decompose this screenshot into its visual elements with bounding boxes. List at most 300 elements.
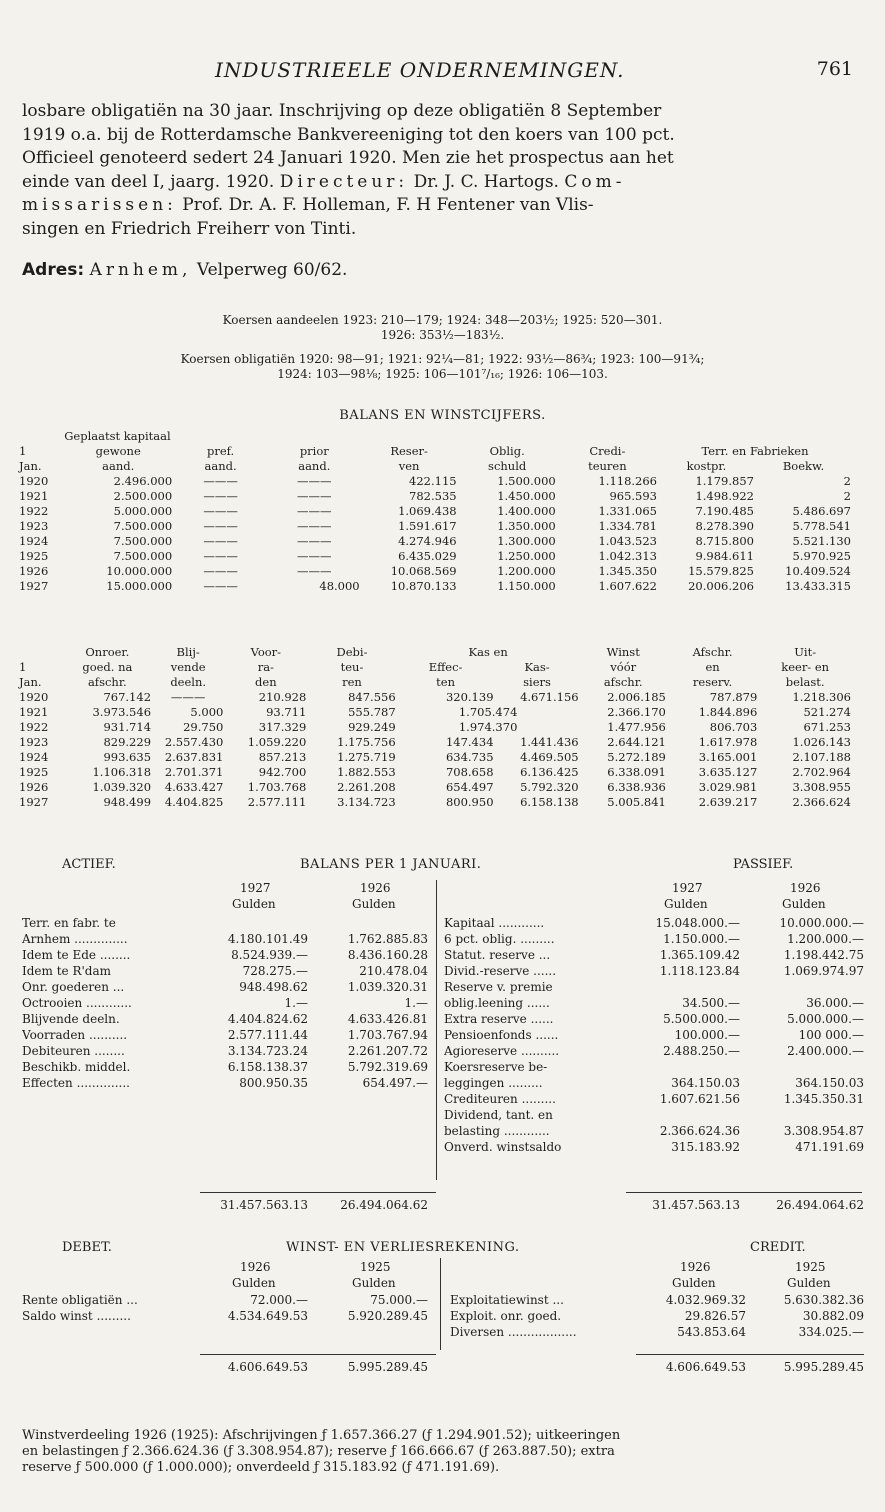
value-cell: 948.499 [103, 794, 152, 809]
value-cell: 929.249 [348, 719, 396, 734]
col-head: Effec- [428, 659, 463, 674]
col-head: Credi- [589, 443, 626, 458]
commissioners-names: Prof. Dr. A. F. Holleman, F. H Fentener van Vlis- [182, 195, 594, 215]
value-cell: 1.300.000 [497, 533, 556, 548]
amount-previous: 30.882.09 [802, 1309, 864, 1323]
account-line [444, 915, 864, 931]
amount-previous: 3.308.954.87 [783, 1124, 864, 1138]
value-cell: 2.577.111 [247, 794, 307, 809]
value-cell: 317.329 [258, 719, 307, 734]
table-row [18, 719, 852, 734]
account-line [22, 1075, 427, 1091]
value-cell: 10.870.133 [390, 578, 457, 593]
amount-current: 4.032.969.32 [665, 1293, 746, 1307]
table-row [18, 689, 852, 704]
col-head: schuld [488, 458, 527, 473]
value-cell: ——— [203, 548, 238, 563]
amount-current: 543.853.64 [677, 1325, 746, 1339]
liabilities-heading: PASSIEF. [733, 857, 794, 872]
col-head: siers [523, 674, 551, 689]
pl-title: WINST- EN VERLIESREKENING. [286, 1240, 520, 1255]
year-head: 1925 [795, 1260, 826, 1274]
col-head: Reser- [390, 443, 428, 458]
account-label: Dividend, tant. en [444, 1108, 553, 1122]
account-label: Idem te Ede ........ [22, 948, 131, 962]
col-head [18, 644, 63, 659]
account-line [444, 979, 864, 995]
account-line [450, 1324, 864, 1340]
share-prices-line: Koersen aandeelen 1923: 210—179; 1924: 348—203½; 1925: 520—301. [222, 313, 663, 327]
value-cell: 1.331.065 [598, 503, 657, 518]
bond-prices-line: 1924: 103—98⅛; 1925: 106—101⁷/₁₆; 1926: 106—103. [277, 367, 608, 381]
value-cell: 2.006.185 [607, 689, 666, 704]
intro-line: singen en Friedrich Freiherr von Tinti. [22, 218, 357, 239]
col-head: aand. [298, 458, 331, 473]
debit-total: 4.606.649.53 [227, 1360, 308, 1374]
amount-previous: 100 000.— [798, 1028, 864, 1042]
account-label: Pensioenfonds ...... [444, 1028, 559, 1042]
value-cell: 4.633.427 [164, 779, 224, 794]
value-cell: 931.714 [103, 719, 152, 734]
amount-previous: 8.436.160.28 [347, 948, 428, 962]
amount-previous: 1.039.320.31 [347, 980, 428, 994]
value-cell: 9.984.611 [695, 548, 754, 563]
col-head: ven [398, 458, 420, 473]
value-cell: 5.272.189 [607, 749, 666, 764]
value-cell: ——— [203, 473, 238, 488]
col-head: Terr. en Fabrieken [701, 443, 809, 458]
value-cell: 4.404.825 [164, 794, 224, 809]
value-cell: 1.617.978 [698, 734, 758, 749]
value-cell: 1.179.857 [695, 473, 754, 488]
value-cell: 1.450.000 [497, 488, 556, 503]
value-cell: 5.005.841 [607, 794, 666, 809]
value-cell: 2.496.000 [113, 473, 173, 488]
account-label: Beschikb. middel. [22, 1060, 131, 1074]
year-cell: 1920 [19, 473, 49, 488]
currency-head: Gulden [352, 897, 396, 911]
intro-paragraph [22, 100, 862, 241]
value-cell: 1.334.781 [598, 518, 657, 533]
value-cell: ——— [297, 533, 332, 548]
table-row [18, 734, 852, 749]
value-cell: 555.787 [348, 704, 396, 719]
account-line [22, 979, 427, 995]
value-cell: 3.029.981 [698, 779, 758, 794]
col-head: 1 [19, 659, 27, 674]
amount-current: 948.498.62 [239, 980, 308, 994]
value-cell: 5.486.697 [792, 503, 851, 518]
value-cell: 1.250.000 [497, 548, 556, 563]
account-label: Agioreserve .......... [444, 1044, 560, 1058]
value-cell: 6.158.138 [520, 794, 579, 809]
value-cell: 654.497 [445, 779, 494, 794]
col-head: 1 [19, 443, 27, 458]
value-cell: 671.253 [803, 719, 851, 734]
value-cell: 5.000 [190, 704, 224, 719]
value-cell: 20.006.206 [688, 578, 754, 593]
amount-current: 4.180.101.49 [227, 932, 308, 946]
year-head: 1926 [360, 881, 391, 895]
col-head: keer- en [781, 659, 830, 674]
account-line [450, 1292, 864, 1308]
value-cell: 2 [843, 488, 851, 503]
value-cell: 2.261.208 [337, 779, 396, 794]
account-label: Idem te R'dam [22, 964, 112, 978]
amount-current: 2.366.624.36 [659, 1124, 740, 1138]
value-cell: ——— [297, 488, 332, 503]
value-cell: 1.059.220 [247, 734, 307, 749]
account-label: Exploit. onr. goed. [450, 1309, 562, 1323]
amount-current: 1.118.123.84 [659, 964, 740, 978]
debit-total: 5.995.289.45 [347, 1360, 428, 1374]
account-line [22, 1308, 427, 1324]
year-cell: 1922 [19, 503, 49, 518]
amount-current: 1.150.000.— [663, 932, 740, 946]
value-cell: ——— [297, 473, 332, 488]
account-line [444, 1059, 864, 1075]
value-cell: ——— [203, 578, 238, 593]
column-divider [436, 880, 437, 1180]
value-cell: 7.500.000 [113, 548, 173, 563]
value-cell: 1.026.143 [792, 734, 851, 749]
value-cell: 1.844.896 [698, 704, 758, 719]
account-line [22, 995, 427, 1011]
value-cell: 1.218.306 [792, 689, 851, 704]
value-cell: 6.435.029 [398, 548, 457, 563]
value-cell: 1.477.956 [607, 719, 666, 734]
commissioners-label-end: missarissen: [22, 195, 177, 215]
value-cell: 1.703.768 [247, 779, 307, 794]
amount-current: 3.134.723.24 [227, 1044, 308, 1058]
total-rule [626, 1192, 862, 1193]
value-cell: 8.715.800 [695, 533, 754, 548]
col-head: aand. [204, 458, 237, 473]
assets-list [22, 915, 427, 1091]
value-cell: 521.274 [803, 704, 851, 719]
account-label: Onr. goederen ... [22, 980, 125, 994]
year-cell: 1921 [19, 704, 49, 719]
account-line [444, 931, 864, 947]
value-cell: 4.274.946 [398, 533, 457, 548]
value-cell: 2.639.217 [698, 794, 758, 809]
value-cell: 1.118.266 [598, 473, 657, 488]
col-head: Kas en [468, 644, 508, 659]
account-label: Voorraden .......... [22, 1028, 128, 1042]
table-row [18, 503, 852, 518]
table-row [18, 704, 852, 719]
amount-current: 6.158.138.37 [227, 1060, 308, 1074]
amount-previous: 334.025.— [798, 1325, 864, 1339]
currency-head: Gulden [352, 1276, 396, 1290]
value-cell: 1.345.350 [598, 563, 657, 578]
account-line [444, 1107, 864, 1123]
col-head: teuren [588, 458, 627, 473]
amount-previous: 210.478.04 [359, 964, 428, 978]
col-head: afschr. [603, 674, 643, 689]
col-head: Onroer. [85, 644, 130, 659]
intro-line [22, 171, 862, 195]
value-cell: ——— [297, 563, 332, 578]
account-label: Octrooien ............ [22, 996, 132, 1010]
commissioners-label-start: Com- [564, 171, 626, 192]
amount-current: 5.500.000.— [663, 1012, 740, 1026]
amount-current: 29.826.57 [684, 1309, 746, 1323]
amount-current: 8.524.939.— [231, 948, 308, 962]
value-cell: 6.338.091 [607, 764, 666, 779]
value-cell: 3.165.001 [698, 749, 758, 764]
col-head: ten [436, 674, 455, 689]
value-cell: 29.750 [183, 719, 224, 734]
amount-previous: 1.198.442.75 [783, 948, 864, 962]
year-cell: 1924 [19, 533, 49, 548]
account-line [22, 1059, 427, 1075]
account-line [22, 915, 427, 931]
account-line [22, 1292, 427, 1308]
credit-total: 4.606.649.53 [665, 1360, 746, 1374]
account-line [444, 1027, 864, 1043]
value-cell: 1.275.719 [337, 749, 396, 764]
assets-total: 31.457.563.13 [220, 1198, 308, 1212]
value-cell: 5.521.130 [792, 533, 851, 548]
account-line [444, 995, 864, 1011]
account-label: Debiteuren ........ [22, 1044, 125, 1058]
col-head: Uit- [794, 644, 817, 659]
director-label: Directeur: [279, 171, 409, 192]
value-cell: 857.213 [258, 749, 307, 764]
value-cell: 942.700 [258, 764, 307, 779]
debit-list [22, 1292, 427, 1324]
amount-previous: 1.069.974.97 [783, 964, 864, 978]
table-row [18, 563, 852, 578]
account-label: Extra reserve ...... [444, 1012, 554, 1026]
value-cell: 7.190.485 [695, 503, 754, 518]
year-cell: 1920 [19, 689, 49, 704]
value-cell: ——— [297, 503, 332, 518]
value-cell: 1.069.438 [398, 503, 457, 518]
table-row [18, 764, 852, 779]
account-label: oblig.leening ...... [444, 996, 550, 1010]
account-label: 6 pct. oblig. ......... [444, 932, 555, 946]
year-cell: 1923 [19, 518, 49, 533]
intro-line: Officieel genoteerd sedert 24 Januari 1920. Men zie het prospectus aan het [22, 148, 674, 168]
value-cell: 6.338.936 [607, 779, 666, 794]
value-cell: 5.778.541 [792, 518, 851, 533]
account-label: Exploitatiewinst ... [450, 1293, 564, 1307]
amount-previous: 75.000.— [370, 1293, 428, 1307]
value-cell: 15.579.825 [688, 563, 754, 578]
table-row [18, 488, 852, 503]
amount-previous: 4.633.426.81 [347, 1012, 428, 1026]
balance-title: BALANS PER 1 JANUARI. [300, 857, 482, 872]
value-cell: 2.701.371 [164, 764, 224, 779]
amount-current: 72.000.— [250, 1293, 308, 1307]
amount-current: 364.150.03 [671, 1076, 740, 1090]
table-row [18, 779, 852, 794]
value-cell: 1.042.313 [598, 548, 657, 563]
table-row [18, 533, 852, 548]
col-head: afschr. [87, 674, 127, 689]
currency-head: Gulden [672, 1276, 716, 1290]
value-cell: 2.366.624 [792, 794, 851, 809]
account-line [444, 1011, 864, 1027]
table-row [18, 473, 852, 488]
placed-capital-header: Geplaatst kapitaal [64, 428, 171, 443]
amount-current: 2.577.111.44 [227, 1028, 308, 1042]
address-label: Adres: [22, 260, 85, 280]
col-head: pref. [206, 443, 235, 458]
year-head: 1927 [672, 881, 703, 895]
account-line [444, 963, 864, 979]
value-cell: 847.556 [348, 689, 396, 704]
value-cell: 2.644.121 [607, 734, 666, 749]
assets-total: 26.494.064.62 [340, 1198, 428, 1212]
bond-prices-line: Koersen obligatiën 1920: 98—91; 1921: 92¼—81; 1922: 93½—86¾; 1923: 100—91¾; [180, 352, 705, 366]
value-cell: 993.635 [103, 749, 152, 764]
year-cell: 1926 [19, 779, 49, 794]
account-label: Statut. reserve ... [444, 948, 551, 962]
value-cell: 1.200.000 [497, 563, 556, 578]
value-cell: 320.139 [445, 689, 494, 704]
account-line [22, 1027, 427, 1043]
account-line [22, 947, 427, 963]
value-cell: 3.308.955 [792, 779, 851, 794]
value-cell: 2.702.964 [792, 764, 851, 779]
amount-previous: 1.— [404, 996, 428, 1010]
year-cell: 1925 [19, 764, 49, 779]
year-head: 1926 [790, 881, 821, 895]
footer-line: en belastingen ƒ 2.366.624.36 (ƒ 3.308.954.87); reserve ƒ 166.666.67 (ƒ 263.887.50); extra [22, 1444, 615, 1459]
col-head: prior [299, 443, 329, 458]
credit-list [450, 1292, 864, 1340]
total-rule [200, 1192, 436, 1193]
amount-current: 728.275.— [242, 964, 308, 978]
value-cell: 708.658 [445, 764, 494, 779]
amount-previous: 1.200.000.— [787, 932, 864, 946]
value-cell: 1.106.318 [92, 764, 152, 779]
col-head: teu- [340, 659, 364, 674]
value-cell: 13.433.315 [785, 578, 851, 593]
value-cell: 7.500.000 [113, 518, 173, 533]
value-cell: 10.000.000 [106, 563, 173, 578]
table-row [18, 578, 852, 593]
page-number: 761 [816, 58, 853, 80]
value-cell: 1.039.320 [92, 779, 152, 794]
value-cell: 422.115 [409, 473, 457, 488]
value-cell: 2 [843, 473, 851, 488]
amount-previous: 1.345.350.31 [783, 1092, 864, 1106]
share-prices-line: 1926: 353½—183½. [380, 328, 505, 342]
profit-distribution-note [22, 1428, 864, 1476]
amount-previous: 5.920.289.45 [347, 1309, 428, 1323]
debit-heading: DEBET. [62, 1240, 112, 1255]
col-head: vóór [610, 659, 637, 674]
col-head: den [255, 674, 277, 689]
col-head: Boekw. [782, 458, 825, 473]
account-label: Arnhem .............. [22, 932, 128, 946]
value-cell: 48.000 [319, 578, 360, 593]
value-cell: 806.703 [709, 719, 758, 734]
col-head: gewone [95, 443, 141, 458]
amount-current: 4.404.824.62 [227, 1012, 308, 1026]
amount-current: 2.488.250.— [663, 1044, 740, 1058]
account-label: Blijvende deeln. [22, 1012, 120, 1026]
intro-text: einde van deel I, jaarg. 1920. [22, 171, 275, 192]
account-label: belasting ............ [444, 1124, 550, 1138]
amount-current: 1.365.109.42 [659, 948, 740, 962]
running-title: INDUSTRIEELE ONDERNEMINGEN. [215, 58, 625, 82]
value-cell: 3.134.723 [337, 794, 396, 809]
footer-line: Winstverdeeling 1926 (1925): Afschrijvingen ƒ 1.657.366.27 (ƒ 1.294.901.52); uitkeeringen [22, 1428, 621, 1443]
value-cell: 8.278.390 [695, 518, 754, 533]
value-cell: 5.970.925 [792, 548, 851, 563]
col-head: deeln. [170, 674, 207, 689]
value-cell: 2.366.170 [607, 704, 666, 719]
value-cell: 10.409.524 [785, 563, 851, 578]
figures-table-2 [18, 644, 852, 809]
value-cell: 4.469.505 [520, 749, 579, 764]
col-head: Afschr. [692, 644, 733, 659]
page-header [0, 58, 885, 88]
amount-previous: 36.000.— [806, 996, 864, 1010]
currency-head: Gulden [232, 1276, 276, 1290]
amount-previous: 2.400.000.— [787, 1044, 864, 1058]
value-cell: 1.974.370 [458, 719, 518, 734]
assets-heading: ACTIEF. [62, 857, 116, 872]
value-cell: ——— [203, 488, 238, 503]
col-head: ra- [257, 659, 274, 674]
year-cell: 1922 [19, 719, 49, 734]
value-cell: 210.928 [258, 689, 307, 704]
account-label: Effecten .............. [22, 1076, 130, 1090]
value-cell: 147.434 [445, 734, 494, 749]
account-line [444, 1075, 864, 1091]
amount-previous: 1.703.767.94 [347, 1028, 428, 1042]
table-row [18, 794, 852, 809]
value-cell: 5.792.320 [520, 779, 579, 794]
account-label: Terr. en fabr. te [22, 916, 116, 930]
value-cell: ——— [203, 533, 238, 548]
col-head: kostpr. [686, 458, 727, 473]
amount-current: 100.000.— [674, 1028, 740, 1042]
column-divider [440, 1258, 441, 1350]
value-cell: 10.068.569 [390, 563, 457, 578]
amount-previous: 1.762.885.83 [347, 932, 428, 946]
account-label: Reserve v. premie [444, 980, 553, 994]
amount-previous: 5.000.000.— [787, 1012, 864, 1026]
value-cell: 965.593 [609, 488, 657, 503]
value-cell: 3.635.127 [698, 764, 758, 779]
col-head: belast. [785, 674, 825, 689]
year-cell: 1927 [19, 578, 49, 593]
amount-current: 1.607.621.56 [659, 1092, 740, 1106]
value-cell: 1.441.436 [520, 734, 579, 749]
value-cell: 787.879 [709, 689, 758, 704]
value-cell: 6.136.425 [520, 764, 579, 779]
account-line [22, 963, 427, 979]
amount-current: 15.048.000.— [655, 916, 740, 930]
value-cell: 634.735 [445, 749, 494, 764]
col-head: en [705, 659, 720, 674]
value-cell: 3.973.546 [92, 704, 152, 719]
year-cell: 1925 [19, 548, 49, 563]
value-cell: 2.107.188 [792, 749, 851, 764]
value-cell: 829.229 [103, 734, 152, 749]
value-cell: 93.711 [266, 704, 307, 719]
amount-current: 315.183.92 [671, 1140, 740, 1154]
account-line [444, 1139, 864, 1155]
account-line [450, 1308, 864, 1324]
